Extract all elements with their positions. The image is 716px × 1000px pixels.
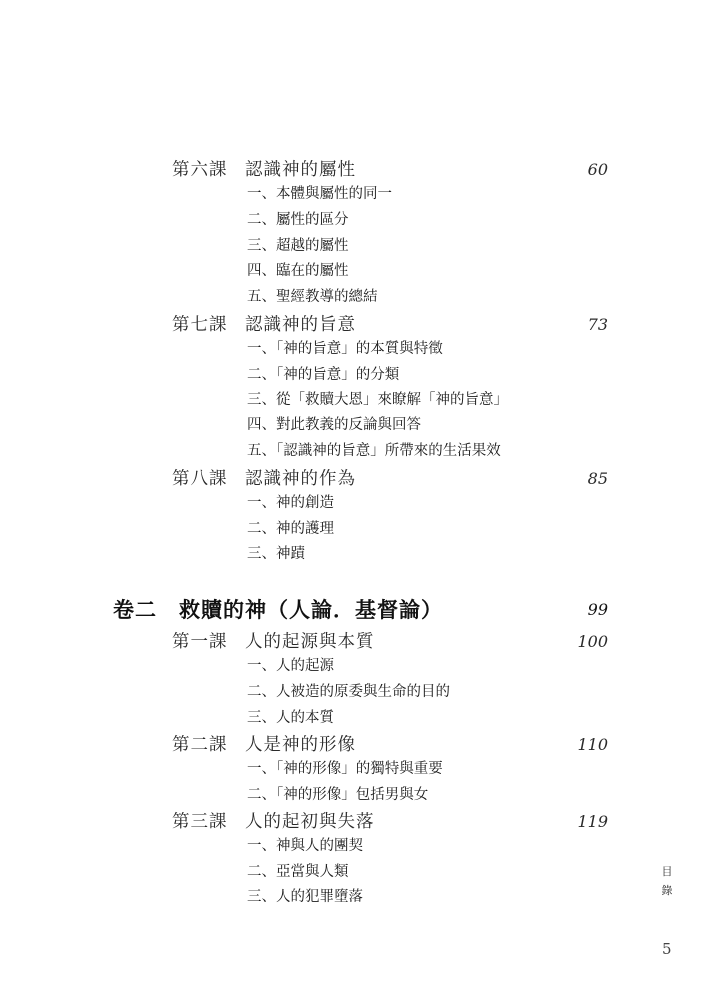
side-label-char: 錄 [661, 884, 673, 897]
lesson-page: 73 [587, 315, 608, 334]
toc-lesson-2[interactable] [172, 733, 608, 757]
lesson-title: 認識神的作為 [245, 469, 356, 489]
toc-subitem[interactable]: 二、亞當與人類 [247, 864, 349, 880]
toc-subitem[interactable]: 一、神的創造 [247, 495, 334, 511]
toc-subitem[interactable]: 一、本體與屬性的同一 [247, 186, 392, 202]
lesson-page: 110 [577, 735, 608, 754]
lesson-number: 第一課 [172, 632, 228, 652]
lesson-page: 100 [577, 632, 608, 651]
lesson-number: 第八課 [172, 469, 228, 489]
toc-subitem[interactable]: 三、從「救贖大恩」來瞭解「神的旨意」 [247, 392, 508, 408]
volume-title: 卷二 救贖的神（人論．基督論） [113, 597, 443, 622]
toc-lesson-8[interactable] [172, 467, 608, 491]
toc-subitem[interactable]: 二、人被造的原委與生命的目的 [247, 684, 450, 700]
toc-subitem[interactable]: 一、「神的旨意」的本質與特徵 [247, 341, 443, 357]
toc-subitem[interactable]: 二、「神的旨意」的分類 [247, 367, 400, 383]
toc-lesson-3[interactable] [172, 810, 608, 834]
lesson-title: 人的起源與本質 [245, 632, 375, 652]
toc-subitem[interactable]: 一、人的起源 [247, 658, 334, 674]
lesson-number: 第二課 [172, 735, 228, 755]
toc-subitem[interactable]: 二、「神的形像」包括男與女 [247, 787, 429, 803]
lesson-number: 第六課 [172, 160, 228, 180]
lesson-title: 人的起初與失落 [245, 812, 375, 832]
toc-subitem[interactable]: 三、人的犯罪墮落 [247, 889, 363, 905]
lesson-number: 第七課 [172, 315, 228, 335]
toc-subitem[interactable]: 一、神與人的團契 [247, 838, 363, 854]
toc-subitem[interactable]: 五、「認識神的旨意」所帶來的生活果效 [247, 443, 501, 459]
lesson-title: 認識神的旨意 [245, 315, 356, 335]
side-label-char: 目 [661, 865, 673, 878]
lesson-page: 60 [587, 160, 608, 179]
toc-lesson-6[interactable] [172, 158, 608, 182]
toc-subitem[interactable]: 四、對此教義的反論與回答 [247, 417, 421, 433]
volume-page: 99 [587, 600, 608, 619]
toc-subitem[interactable]: 一、「神的形像」的獨特與重要 [247, 761, 443, 777]
lesson-page: 119 [577, 812, 608, 831]
lesson-title: 人是神的形像 [245, 735, 356, 755]
toc-lesson-1[interactable] [172, 630, 608, 654]
lesson-page: 85 [587, 469, 608, 488]
section-side-label [660, 862, 674, 900]
toc-volume-heading[interactable] [113, 595, 608, 625]
page-number: 5 [662, 940, 672, 958]
lesson-number: 第三課 [172, 812, 228, 832]
toc-subitem[interactable]: 三、人的本質 [247, 710, 334, 726]
toc-subitem[interactable]: 三、超越的屬性 [247, 238, 349, 254]
toc-subitem[interactable]: 二、屬性的區分 [247, 212, 349, 228]
toc-subitem[interactable]: 五、聖經教導的總結 [247, 289, 378, 305]
toc-subitem[interactable]: 四、臨在的屬性 [247, 263, 349, 279]
toc-subitem[interactable]: 二、神的護理 [247, 521, 334, 537]
toc-subitem[interactable]: 三、神蹟 [247, 546, 305, 562]
lesson-title: 認識神的屬性 [245, 160, 356, 180]
toc-lesson-7[interactable] [172, 313, 608, 337]
